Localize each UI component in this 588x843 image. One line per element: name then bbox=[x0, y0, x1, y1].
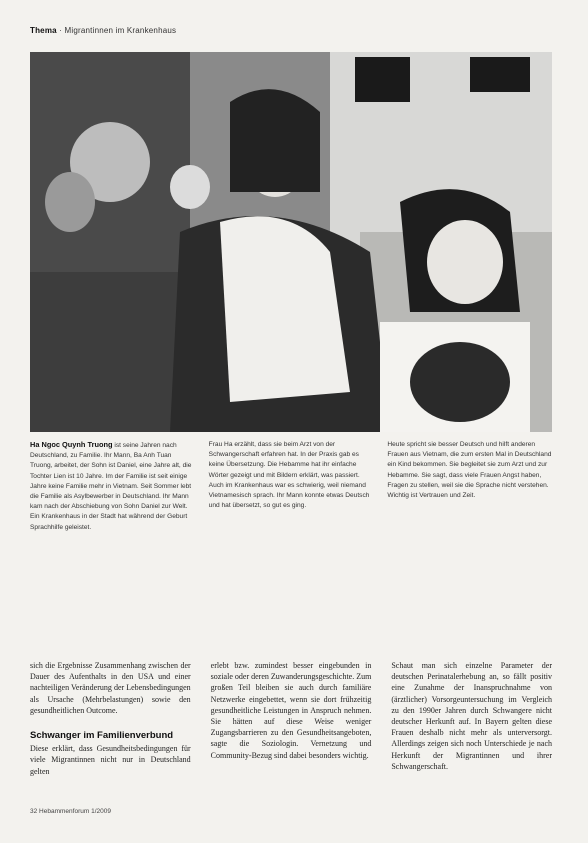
page-header bbox=[30, 26, 176, 35]
caption-text-3: Heute spricht sie besser Deutsch und hilft anderen Frauen aus Vietnam, die zum ersten Mal in Deutschland ein Kind bekommen. Sie begleitet sie zum Arzt und zur Hebamme. Sie sagt, dass viele Frauen Angst haben, Fragen zu stellen, weil sie die Sprache nicht verstehen. Wichtig ist Vertrauen und Zeit. bbox=[387, 441, 552, 500]
caption-column-2 bbox=[209, 440, 374, 533]
subheading: Schwanger im Familienverbund bbox=[30, 730, 174, 742]
caption-text-2: Frau Ha erzählt, dass sie beim Arzt von der Schwangerschaft erfahren hat. In der Praxis gab es keine Übersetzung. Die Hebamme hat ihr einfache Wörter gezeigt und mit Bildern erklärt, was passiert. Auch im Krankenhaus war es schwierig, weil niemand Vietnamesisch sprach. Ihr Mann konnte etwas Deutsch und hat übersetzt, so gut es ging. bbox=[208, 441, 370, 510]
photo-placeholder-icon bbox=[30, 52, 552, 432]
publication-name: Hebammenforum bbox=[39, 808, 90, 815]
body-column-1 bbox=[30, 660, 191, 777]
article-photo bbox=[30, 52, 552, 432]
photo-caption bbox=[30, 440, 552, 533]
page-number: 32 bbox=[30, 808, 38, 815]
article-body bbox=[30, 660, 552, 777]
page-footer bbox=[30, 808, 111, 815]
body-paragraph: erlebt bzw. zumindest besser eingebunden in soziale oder deren Zuwanderungsgeschichte. Zum großen Teil bleiben sie auch durch familiäre Netzwerke eingebettet, wenn sie dort frühzeitig gesundheitliche Leistungen in Anspruch nehmen. Sie hätten auf diese Weise weniger Zugangsbarrieren zu den Gesundheitsangeboten, sagte die Soziologin. Vernetzung und Community-Bezug sind dabei besonders wichtig. bbox=[210, 661, 372, 760]
section-label: Thema bbox=[30, 26, 57, 35]
section-title: Migrantinnen im Krankenhaus bbox=[64, 26, 177, 35]
caption-text-1: ist seine Jahren nach Deutschland, zu Familie. Ihr Mann, Ba Anh Tuan Truong, arbeitet, der Sohn ist Daniel, eine Jahre alt, die Tochter Lien ist 10 Jahre. Im der Familie ist seit einige Jahre keine Familie mehr in Vietnam. Seit Sommer lebt die Familie als Asylbewerber in Deutschland. Ihr Mann kam nach der Abschiebung von Sohn Daniel zur Welt. Ein Krankenhaus in der Stadt hat während der Geburt Sprachhilfe geleistet. bbox=[30, 442, 192, 531]
body-column-2 bbox=[211, 660, 372, 777]
body-paragraph: Diese erklärt, dass Gesundheitsbedingungen für viele Migrantinnen nicht nur in Deutschland gelten bbox=[30, 744, 191, 776]
caption-column-3 bbox=[387, 440, 552, 533]
caption-name: Ha Ngoc Quynh Truong bbox=[30, 440, 113, 449]
body-paragraph: sich die Ergebnisse Zusammenhang zwischen der Dauer des Aufenthalts in den USA und einer nachteiligen Veränderung der Lebensbedingungen als Ursache (Mehrbelastungen) sowie den gesundheitlichen Outcome. bbox=[30, 661, 191, 715]
section-separator: · bbox=[59, 26, 65, 35]
body-column-3 bbox=[391, 660, 552, 777]
body-paragraph: Schaut man sich einzelne Parameter der deutschen Perinatalerhebung an, so fällt positiv eine Zunahme der Inanspruchnahme von (ärztlicher) Vorsorgeuntersuchung im Vergleich zu den 1990er Jahren durch Schwangere nicht deutscher Herkunft auf. In Bayern gelten diese Frauen deshalb nicht mehr als unterversorgt. Allerdings zeigen sich noch Unterschiede je nach Herkunft der Migrantinnen und ihrer Schwangerschaft. bbox=[391, 661, 553, 771]
issue-number: 1/2009 bbox=[91, 808, 111, 815]
caption-column-1 bbox=[30, 440, 195, 533]
